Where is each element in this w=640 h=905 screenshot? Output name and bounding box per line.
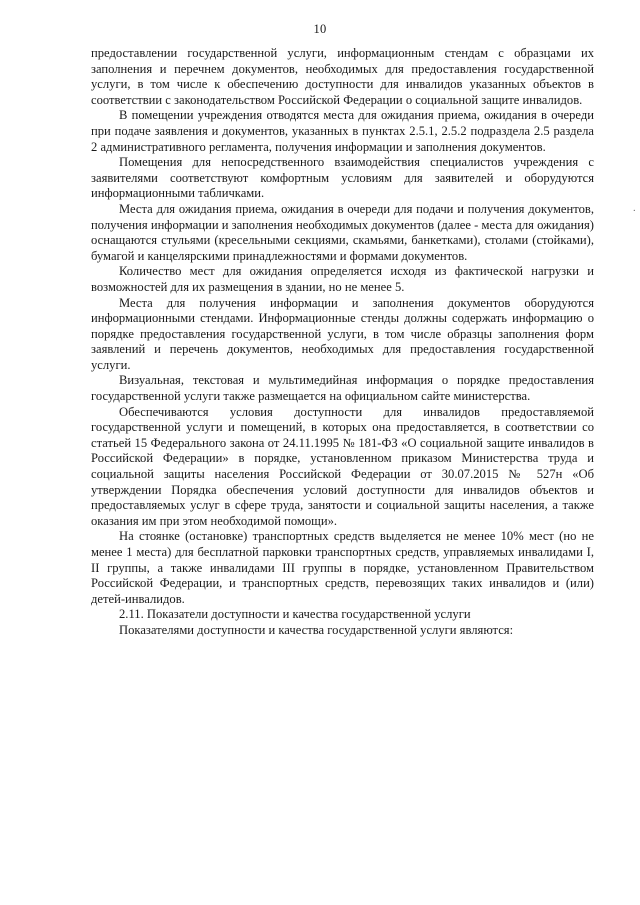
paragraph-continuation: предоставлении государственной услуги, информационным стендам с образцами их заполнения и перечнем документов, необходимых для предоставления государственной услуги, в том числе к обеспечению доступности для инвалидов указанных объектов в соответствии с законодательством Российской Федерации о социальной защите инвалидов. (91, 46, 594, 107)
paragraph-waiting-places: В помещении учреждения отводятся места для ожидания приема, ожидания в очереди при подаче заявления и документов, указанных в пунктах 2.5.1, 2.5.2 подраздела 2.5 раздела 2 административного регламента, получения информации и заполнения документов. (91, 108, 594, 154)
paragraph-information-stands: Места для получения информации и заполнения документов оборудуются информационными стендами. Информационные стенды должны содержать информацию о порядке предоставления государственной услуги, в том числе образцы заполнения форм заявлений и перечень документов, необходимых для предоставления государственной услуги. (91, 295, 594, 372)
margin-mark: · (632, 206, 636, 217)
paragraph-multimedia-info: Визуальная, текстовая и мультимедийная информация о порядке предоставления государственной услуги также размещается на официальном сайте министерства. (91, 373, 594, 404)
paragraph-accessibility: Обеспечиваются условия доступности для инвалидов предоставляемой государственной услуги и помещений, в которых она предоставляется, в соответствии со статьей 15 Федерального закона от 24.11.1995 № 181-ФЗ «О социальной защите инвалидов в Российской Федерации» в порядке, установленном приказом Министерства труда и социальной защиты населения Российской Федерации от 30.07.2015 № 527н «Об утверждении Порядка обеспечения условий доступности для инвалидов объектов и предоставляемых услуг в сфере труда, занятости и социальной защиты населения, а также оказания им при этом необходимой помощи». (91, 404, 594, 528)
paragraph-waiting-equipment: Места для ожидания приема, ожидания в очереди для подачи и получения документов, получения информации и заполнения необходимых документов (далее - места для ожидания) оснащаются стульями (кресельными секциями, скамьями, банкетками), столами (стойками), бумагой и канцелярскими принадлежностями и формами документов. (91, 201, 594, 263)
paragraph-interaction-rooms: Помещения для непосредственного взаимодействия специалистов учреждения с заявителями соответствуют комфортным условиям для заявителей и оборудуются информационными табличками. (91, 155, 594, 201)
paragraph-parking: На стоянке (остановке) транспортных средств выделяется не менее 10% мест (но не менее 1 места) для бесплатной парковки транспортных средств, управляемых инвалидами I, II группы, а также инвалидами III группы в порядке, установленном Правительством Российской Федерации, и транспортных средств, перевозящих таких инвалидов и (или) детей-инвалидов. (91, 529, 594, 606)
paragraph-waiting-count: Количество мест для ожидания определяется исходя из фактической нагрузки и возможностей для их размещения в здании, но не менее 5. (91, 264, 594, 294)
page-number: 10 (313, 22, 327, 36)
section-heading: 2.11. Показатели доступности и качества государственной услуги (119, 607, 471, 622)
document-body (91, 46, 594, 639)
section-intro: Показателями доступности и качества государственной услуги являются: (119, 622, 514, 637)
